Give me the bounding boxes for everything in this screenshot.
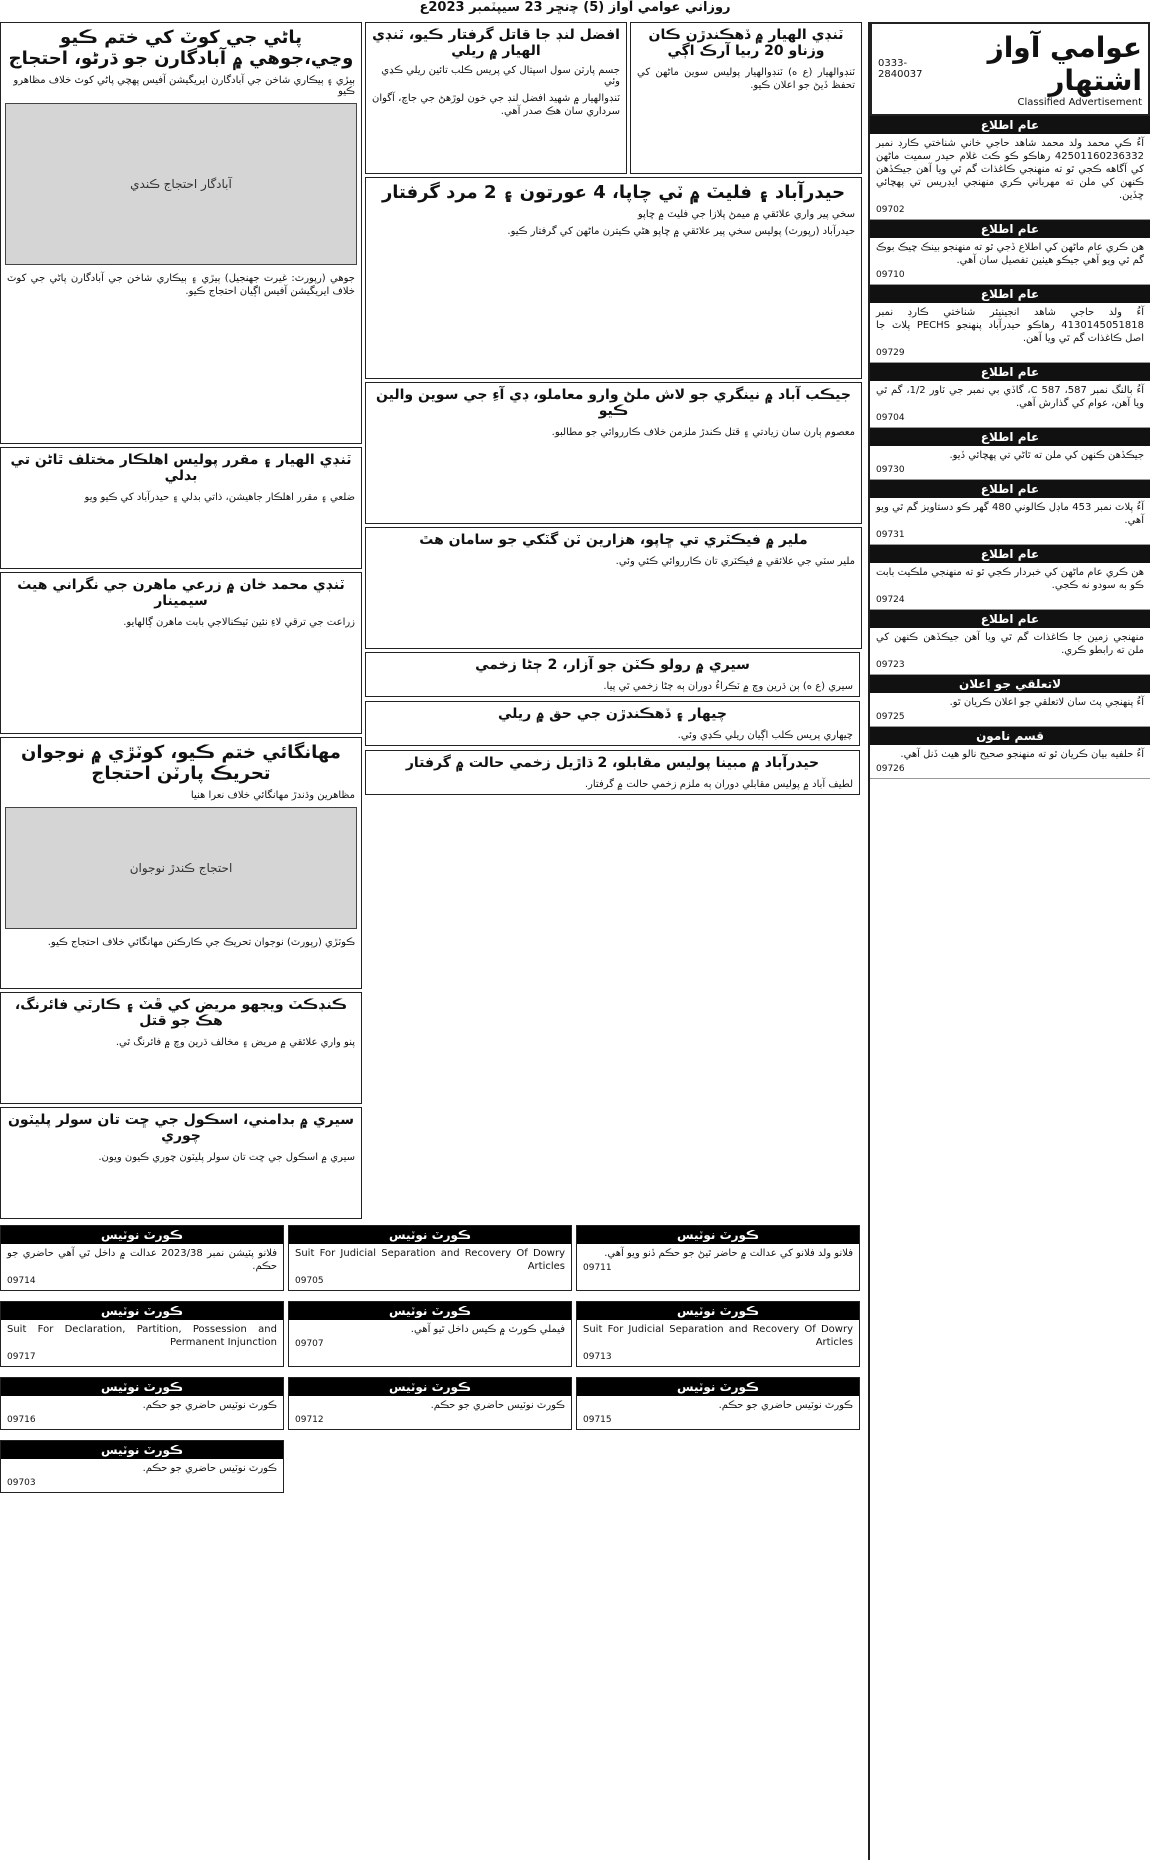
- article-text: ضلعي ۽ مقرر اهلڪار جاهيشن، ذاتي بدلي ۽ حيدرآباد کي ڪيو ويو: [84, 492, 355, 503]
- ad-notice: [870, 675, 1150, 727]
- article-headline: مهانگائي ختم ڪيو، کوٽڙي ۾ نوجوان تحريڪ پارٽن احتجاج: [21, 742, 341, 784]
- court-notice: [576, 1377, 860, 1430]
- article-tando-allahyar: [630, 22, 862, 174]
- ad-notice: [870, 727, 1150, 779]
- court-notice: [288, 1225, 572, 1291]
- article-text: معصوم ٻارن سان زيادتي ۽ قتل ڪندڙ ملزمن خلاف ڪارروائي جو مطالبو.: [551, 427, 855, 438]
- ad-notice-title: قسم نامون: [870, 727, 1150, 745]
- article-malir: [365, 527, 862, 649]
- court-notice-text: ڪورٽ نوٽيس حاضري جو حڪم.: [718, 1400, 853, 1411]
- court-notice-text: فلانو پٽيشن نمبر 2023/38 عدالت ۾ داخل ٿي آهي حاضري جو حڪم.: [7, 1248, 278, 1272]
- newspaper-page: [0, 22, 1150, 1860]
- article-headline: ملير ۾ فيڪٽري تي ڇاپو، هزارين ٽن گٽکي جو سامان هٿ: [419, 532, 808, 548]
- court-notice-text: ڪورٽ نوٽيس حاضري جو حڪم.: [142, 1400, 277, 1411]
- article-text: ڪوٽڙي (رپورٽ) نوجوان تحريڪ جي ڪارڪنن مهانگائي خلاف احتجاج ڪيو.: [47, 937, 355, 948]
- article-text: پنو واري علائقي ۾ مريض ۽ مخالف ڌرين وچ ۾ فائرنگ ٿي.: [115, 1037, 355, 1048]
- photo-caption: احتجاج ڪندڙ نوجوان: [129, 861, 233, 875]
- ad-notice: [870, 116, 1150, 220]
- article-subhead: جسم پارٽن سول اسپتال کي پريس ڪلب تائين ريلي ڪڍي وئي: [381, 65, 620, 87]
- article-text: حيدرآباد (رپورٽ) پوليس سخي پير علائقي ۾ ڇاپو هڻي ڪيترن ماڻهن کي گرفتار ڪيو.: [507, 226, 855, 237]
- ad-notice-title: عام اطلاع: [870, 480, 1150, 498]
- protest-photo: [5, 103, 357, 265]
- court-notice-title: ڪورٽ نوٽيس: [1, 1441, 283, 1459]
- article-subhead: سخي پير واري علائقي ۾ ميمڻ پلازا جي فليٽ ۾ ڇاپو: [637, 209, 855, 220]
- article-afzal-rally: [365, 22, 627, 174]
- article-subhead: ٻيڙي ۽ ٻيڪاري شاخن جي آبادگارن ايريگيشن آفيس پهچي پاڻي کوٽ خلاف مظاهرو ڪيو: [13, 75, 355, 97]
- court-notice: [576, 1225, 860, 1291]
- court-notice-title: ڪورٽ نوٽيس: [1, 1226, 283, 1244]
- court-notice-code: 09713: [583, 1352, 612, 1362]
- article-text: جوهي (رپورٽ: غيرت جهنجيل) ٻيڙي ۽ ٻيڪاري شاخن جي آبادگارن پاڻي جي کوٽ خلاف ايريگيشن آفيس اڳيان احتجاج ڪيو.: [7, 273, 355, 297]
- article-headline: پاڻي جي کوٽ کي ختم ڪيو وڃي،جوهي ۾ آبادگارن جو ڌرڻو، احتجاج: [8, 27, 354, 69]
- ad-notice-code: 09730: [876, 465, 905, 475]
- article-headline: افضل لنڊ جا قاتل گرفتار ڪيو، ٽنڊي الهيار ۾ ريلي: [372, 27, 620, 59]
- court-notice-code: 09703: [7, 1478, 36, 1488]
- court-notices-section: [0, 1222, 860, 1852]
- court-notice-code: 09712: [295, 1415, 324, 1425]
- ad-notice-code: 09710: [876, 270, 905, 280]
- article-inflation: [0, 737, 362, 989]
- sidebar-article-text: چيهاري پريس ڪلب اڳيان ريلي ڪڍي وئي.: [677, 730, 853, 741]
- court-notice-title: ڪورٽ نوٽيس: [1, 1378, 283, 1396]
- court-notice-code: 09716: [7, 1415, 36, 1425]
- ads-notices-list: [870, 116, 1150, 779]
- ad-notice-text: آءُ ڪي محمد ولد محمد شاهد حاجي خاني شناختي ڪارڊ نمبر 42501160236332 رهاڪو ڪو ڪٺ غلام حيدر سميت ماڻهن کي آگاهه ڪجي ٿو ته منهنجي ڪاغذات گم ٿي ويا آهن جيڪڏهن ڪنهن کي ملن ته مهرباني ڪري منهنجي ايڊريس تي پهچائي ڇڏين.: [876, 138, 1144, 201]
- article-headline: جيڪب آباد ۾ نينگري جو لاش ملڻ وارو معاملو، ڊي آءِ جي سوين والين ڪيو: [376, 387, 851, 419]
- court-notice: [288, 1377, 572, 1430]
- ad-notice: [870, 285, 1150, 363]
- ad-notice-code: 09704: [876, 413, 905, 423]
- court-notice: [0, 1440, 284, 1493]
- court-notice-code: 09714: [7, 1276, 36, 1286]
- ad-notice-text: هن ڪري عام ماڻهن کي خبردار ڪجي ٿو ته منهنجي ملڪيت بابت ڪو به سودو نه ڪجي.: [876, 567, 1144, 591]
- court-notices-grid: [0, 1222, 860, 1496]
- court-notice-title: ڪورٽ نوٽيس: [289, 1378, 571, 1396]
- classified-ads-column: [868, 22, 1150, 1860]
- court-notice-code: 09717: [7, 1352, 36, 1362]
- sidebar-article: [365, 652, 860, 697]
- ad-notice-code: 09729: [876, 348, 905, 358]
- ad-notice-text: جيڪڏهن ڪنهن کي ملن ته ٿاڻي تي پهچائي ڏيو.: [949, 450, 1144, 461]
- court-notice-title: ڪورٽ نوٽيس: [289, 1226, 571, 1244]
- ad-notice-text: آءُ ولد حاجي شاهد انجينيئر شناختي ڪارڊ نمبر 4130145051818 رهاڪو حيدرآباد پنهنجو PECHS پلاٽ جا اصل ڪاغذات گم ٿي ويا آهن.: [876, 307, 1144, 344]
- sidebar-article-headline: حيدرآباد ۾ مبينا پوليس مقابلو، 2 ڌاڙيل زخمي حالت ۾ گرفتار: [405, 755, 820, 771]
- ad-notice-text: آءُ بالنگ نمبر 587، 587 C، گاڏي بي نمبر جي ٽاور 1/2، گم ٿي ويا آهن، عوام کي گذارش آهي.: [876, 385, 1144, 409]
- court-notice-text: Suit For Judicial Separation and Recovery Of Dowry Articles: [583, 1324, 853, 1348]
- article-headline: سيري ۾ بدامني، اسڪول جي ڇت تان سولر پليٽون چوري: [7, 1112, 354, 1144]
- ad-notice: [870, 480, 1150, 545]
- article-headline: ٽنڊي الهيار ۾ ڏهڪندڙن ڪان وزناو 20 ربيا آرڪ اڳي: [648, 27, 844, 59]
- court-notice: [0, 1377, 284, 1430]
- sidebar-article-text: سيري (ع ه) ٻن ڌرين وچ ۾ ٽڪراءُ دوران ٻه ڄڻا زخمي ٿي پيا.: [603, 681, 853, 692]
- article-headline: حيدرآباد ۽ فليٽ ۾ ٽي چاپا، 4 عورتون ۽ 2 مرد گرفتار: [381, 182, 846, 203]
- article-seminar: [0, 572, 362, 734]
- article-headline: ٽنڊي الهيار ۽ مقرر پوليس اهلڪار مختلف ٿاڻن تي بدلي: [10, 452, 352, 484]
- court-notice-text: فلانو ولد فلانو کي عدالت ۾ حاضر ٿيڻ جو حڪم ڏنو ويو آهي.: [604, 1248, 853, 1259]
- inflation-photo: [5, 807, 357, 929]
- sidebar-article-list: [365, 652, 860, 795]
- ad-notice-title: عام اطلاع: [870, 220, 1150, 238]
- court-notice-text: فيملي ڪورٽ ۾ ڪيس داخل ٿيو آهي.: [410, 1324, 565, 1335]
- ad-notice-text: آءُ پنهنجي پٽ سان لاتعلقي جو اعلان ڪريان ٿو.: [949, 697, 1144, 708]
- ads-header-title: عوامي آواز اشتهار: [987, 30, 1142, 97]
- court-notice: [0, 1225, 284, 1291]
- ad-notice-code: 09726: [876, 764, 905, 774]
- sidebar-article-headline: چيهار ۽ ڏهڪندڙن جي حق ۾ ريلي: [498, 706, 727, 722]
- ad-notice-title: عام اطلاع: [870, 545, 1150, 563]
- article-conduct: [0, 992, 362, 1104]
- ad-notice: [870, 220, 1150, 285]
- ad-notice: [870, 545, 1150, 610]
- ads-header-phone: 0333-2840037: [878, 58, 923, 80]
- ad-notice-text: هن ڪري عام ماڻهن کي اطلاع ڏجي ٿو ته منهنجو بينڪ چيڪ بوڪ گم ٿي ويو آهي جيڪو هيٺين تفصيل سان آهي.: [876, 242, 1144, 266]
- court-notice-code: 09705: [295, 1276, 324, 1286]
- ad-notice: [870, 363, 1150, 428]
- court-notice: [576, 1301, 860, 1367]
- ad-notice-code: 09724: [876, 595, 905, 605]
- sidebar-article: [365, 701, 860, 746]
- article-water-shortage: [0, 22, 362, 444]
- article-text: ملير سٽي جي علائقي ۾ فيڪٽري تان ڪارروائي ڪئي وئي.: [615, 556, 855, 567]
- article-subhead: مظاهرين وڌندڙ مهانگائي خلاف نعرا هنيا: [190, 790, 355, 801]
- court-notice-title: ڪورٽ نوٽيس: [289, 1302, 571, 1320]
- ad-notice-text: آءُ پلاٽ نمبر 453 ماڊل ڪالوني 480 گهر ڪو دستاويز گم ٿي ويو آهي.: [876, 502, 1145, 526]
- court-notice: [288, 1301, 572, 1367]
- ad-notice-code: 09731: [876, 530, 905, 540]
- court-notice-code: 09707: [295, 1339, 324, 1349]
- article-jacobabad: [365, 382, 862, 524]
- ad-notice-title: لاتعلقي جو اعلان: [870, 675, 1150, 693]
- court-notice-text: Suit For Judicial Separation and Recovery Of Dowry Articles: [295, 1248, 565, 1272]
- ad-notice-code: 09702: [876, 205, 905, 215]
- article-headline: ٽنڊي محمد خان ۾ زرعي ماهرن جي نگراني هيٺ سيمينار: [17, 577, 345, 609]
- article-text: سيري ۾ اسڪول جي ڇت تان سولر پليٽون چوري ڪيون ويون.: [98, 1152, 355, 1163]
- ad-notice-text: آءُ حلفيه بيان ڪريان ٿو ته منهنجو صحيح نالو هيٺ ڏنل آهي.: [900, 749, 1144, 760]
- photo-caption: آبادگار احتجاج ڪندي: [130, 177, 232, 191]
- ads-header-subtitle: Classified Advertisement: [1017, 96, 1142, 108]
- court-notice-title: ڪورٽ نوٽيس: [577, 1378, 859, 1396]
- ad-notice-code: 09725: [876, 712, 905, 722]
- ads-header: [870, 22, 1150, 116]
- ad-notice-title: عام اطلاع: [870, 428, 1150, 446]
- ad-notice: [870, 428, 1150, 480]
- court-notice-text: Suit For Declaration, Partition, Possession and Permanent Injunction: [7, 1324, 277, 1348]
- ad-notice: [870, 610, 1150, 675]
- court-notice-title: ڪورٽ نوٽيس: [1, 1302, 283, 1320]
- sidebar-article-headline: سيري ۾ رولو ڪٽن جو آزار، 2 ڄڻا زخمي: [475, 657, 750, 673]
- court-notice-title: ڪورٽ نوٽيس: [577, 1302, 859, 1320]
- article-hyderabad-raid: [365, 177, 862, 379]
- sidebar-articles: [365, 652, 860, 852]
- ad-notice-title: عام اطلاع: [870, 116, 1150, 134]
- article-school: [0, 1107, 362, 1219]
- court-notice-code: 09711: [583, 1263, 612, 1273]
- ad-notice-title: عام اطلاع: [870, 285, 1150, 303]
- article-text: ٽنڊوالهيار (ع ه) ٽنڊوالهيار پوليس سوين ماڻهن کي تحفظ ڏيڻ جو اعلان ڪيو.: [637, 67, 855, 91]
- court-notice: [0, 1301, 284, 1367]
- article-text: زراعت جي ترقي لاءِ نئين ٽيڪنالاجي بابت ماهرن ڳالهايو.: [123, 617, 355, 628]
- court-notice-code: 09715: [583, 1415, 612, 1425]
- sidebar-article-text: لطيف آباد ۾ پوليس مقابلي دوران ٻه ملزم زخمي حالت ۾ گرفتار.: [584, 779, 853, 790]
- article-headline: ڪنڊڪٽ ويجهو مريض کي ڦٽ ۽ ڪارٽي فائرنگ، هڪ جو قتل: [14, 997, 348, 1029]
- ad-notice-text: منهنجي زمين جا ڪاغذات گم ٿي ويا آهن جيڪڏهن ڪنهن کي ملن ته رابطو ڪري.: [876, 632, 1144, 656]
- news-area: [0, 22, 865, 1860]
- article-text: ٽنڊوالهيار ۾ شهيد افضل لنڊ جي خون لوڙهڻ جي جاچ، آگوان سرداري سان هڪ صدر آهي.: [372, 93, 620, 117]
- court-notice-title: ڪورٽ نوٽيس: [577, 1226, 859, 1244]
- article-police-transfers: [0, 447, 362, 569]
- page-masthead: روزاني عوامي آواز (5) ﭼنڇر 23 سيپٽمبر 2023ع: [419, 0, 731, 15]
- court-notice-text: ڪورٽ نوٽيس حاضري جو حڪم.: [142, 1463, 277, 1474]
- ad-notice-title: عام اطلاع: [870, 363, 1150, 381]
- sidebar-article: [365, 750, 860, 795]
- ad-notice-title: عام اطلاع: [870, 610, 1150, 628]
- ad-notice-code: 09723: [876, 660, 905, 670]
- court-notice-text: ڪورٽ نوٽيس حاضري جو حڪم.: [430, 1400, 565, 1411]
